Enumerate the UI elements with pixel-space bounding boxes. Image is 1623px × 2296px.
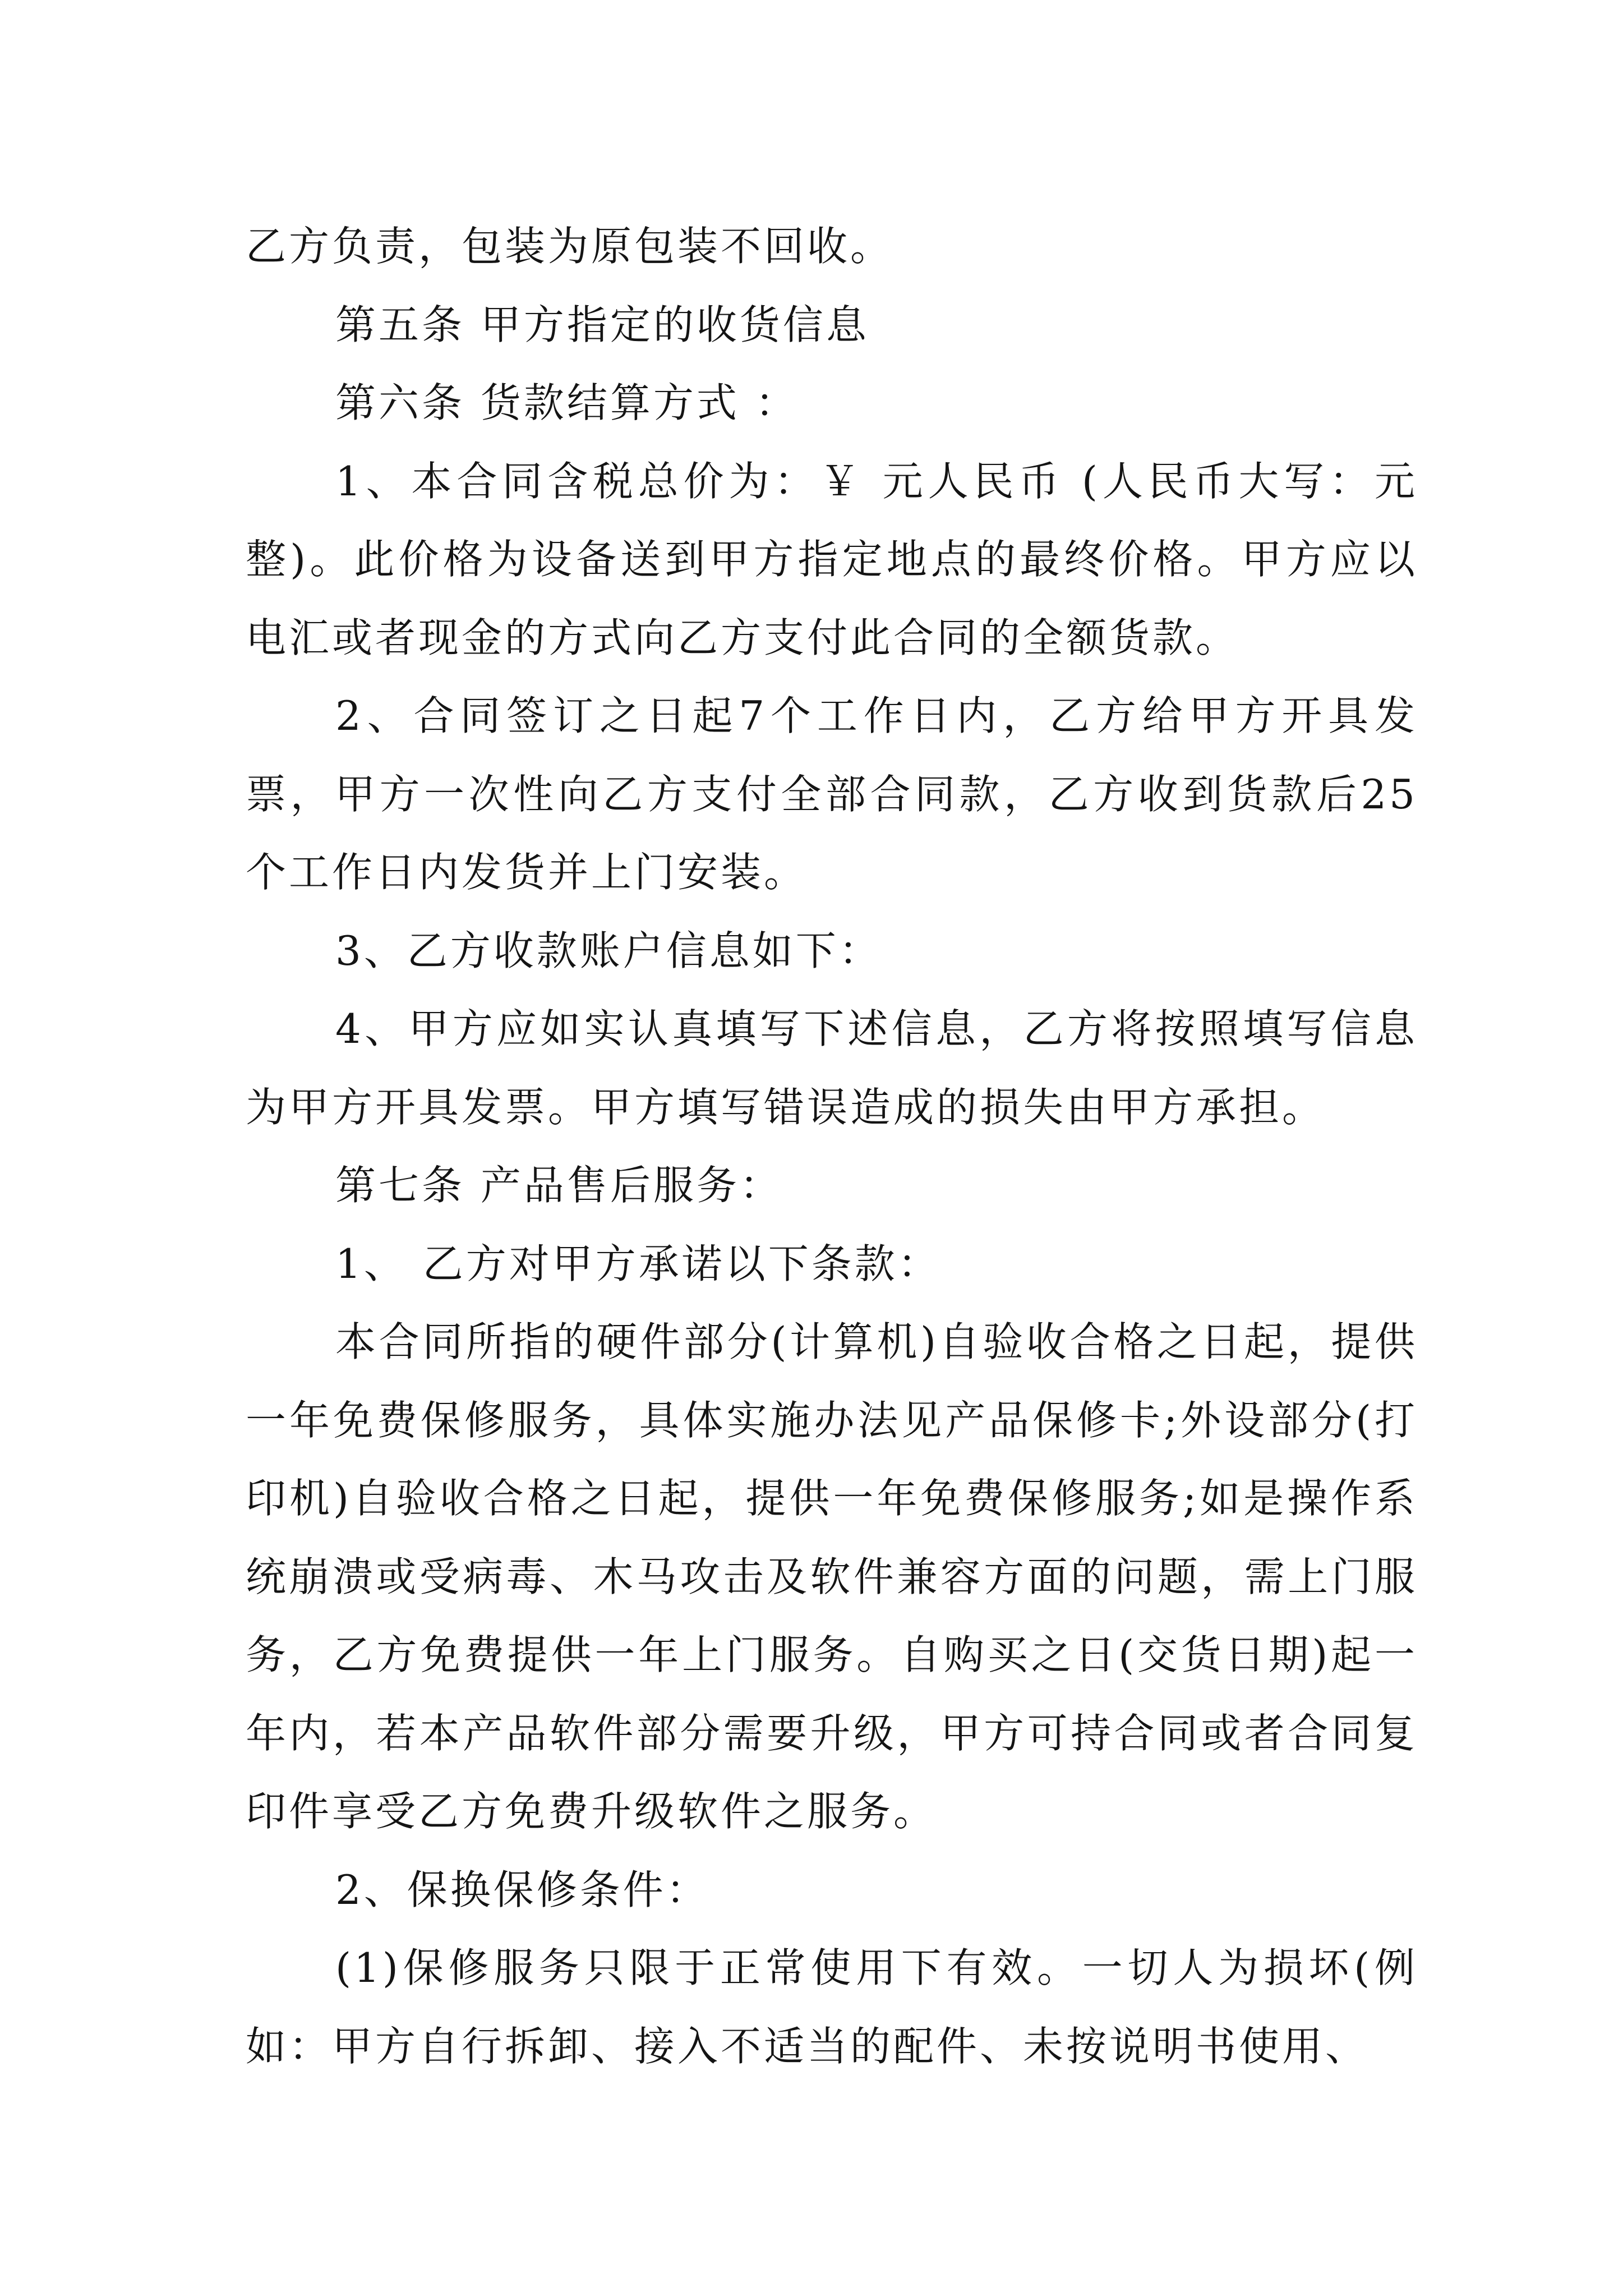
article-6-heading: 第六条 货款结算方式 ：: [335, 379, 799, 426]
article-7-heading: 第七条 产品售后服务：: [335, 1162, 783, 1209]
article-6-item-2: 2、合同签订之日起7个工作日内，乙方给甲方开具发票，甲方一次性向乙方支付全部合同款，乙方收到货款后25个工作日内发货并上门安装。: [246, 692, 1418, 896]
article-7-item-1: 1、 乙方对甲方承诺以下条款：: [335, 1240, 941, 1287]
warranty-terms-paragraph: 本合同所指的硬件部分(计算机)自验收合格之日起，提供一年免费保修服务，具体实施办法见产品保修卡;外设部分(打印机)自验收合格之日起，提供一年免费保修服务;如是操作系统崩溃或受病毒、木马攻击及软件兼容方面的问题，需上门服务，乙方免费提供一年上门服务。自购买之日(交货日期)起一年内，若本产品软件部分需要升级，甲方可持合同或者合同复印件享受乙方免费升级软件之服务。: [246, 1318, 1418, 1835]
article-7-item-2: 2、保换保修条件：: [335, 1866, 709, 1913]
article-5-heading: 第五条 甲方指定的收货信息: [335, 301, 869, 348]
document-body: [246, 208, 1418, 2086]
article-6-item-4: 4、甲方应如实认真填写下述信息，乙方将按照填写信息为甲方开具发票。甲方填写错误造成的损失由甲方承担。: [246, 1005, 1418, 1131]
article-6-item-1: 1、本合同含税总价为：￥ 元人民币 (人民币大写：元整)。此价格为设备送到甲方指定地点的最终价格。甲方应以电汇或者现金的方式向乙方支付此合同的全额货款。: [246, 457, 1418, 661]
article-6-item-3: 3、乙方收款账户信息如下：: [335, 927, 882, 974]
paragraph-packaging: 乙方负责，包装为原包装不回收。: [246, 223, 894, 270]
warranty-condition-1: (1)保修服务只限于正常使用下有效。一切人为损坏(例如：甲方自行拆卸、接入不适当的配件、未按说明书使用、: [246, 1944, 1418, 2070]
